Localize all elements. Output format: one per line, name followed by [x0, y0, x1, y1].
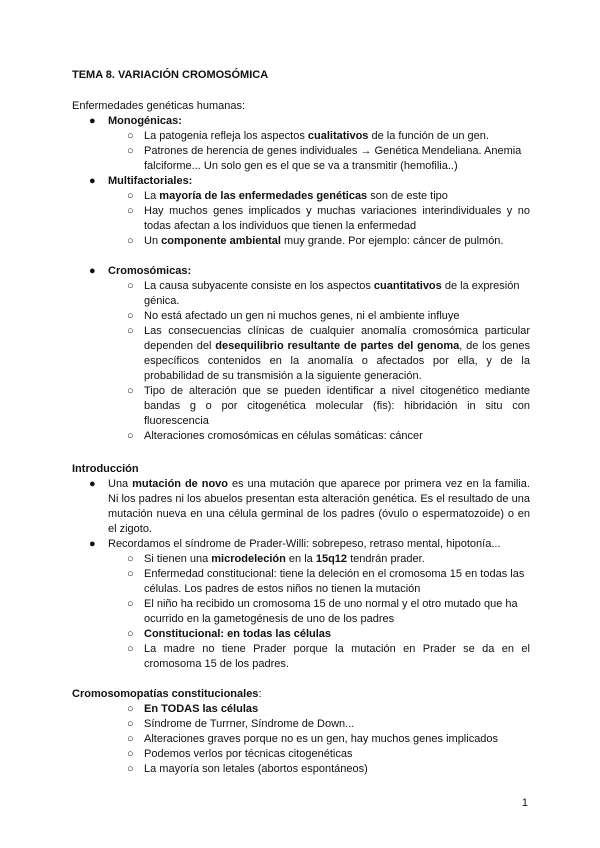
subitem: ○ Enfermedad constitucional: tiene la deleción en el cromosoma 15 en todas las células. Los padres de estos niños no tienen la mutación: [127, 568, 525, 595]
circle-bullet-icon: ○: [127, 763, 134, 775]
bullet-dot-icon: ●: [89, 478, 96, 490]
page-number: 1: [521, 797, 528, 809]
circle-bullet-icon: ○: [127, 733, 134, 745]
bullet-dot-icon: ●: [89, 265, 96, 277]
document-page: [72, 68, 530, 777]
section-heading-constitucionales: Cromosomopatías constitucionales:: [72, 688, 262, 700]
subitem: ○ No está afectado un gen ni muchos genes, ni el ambiente influye: [127, 310, 460, 322]
document-title: TEMA 8. VARIACIÓN CROMOSÓMICA: [72, 69, 269, 81]
subitem: ○ Alteraciones graves porque no es un gen, hay muchos genes implicados: [127, 733, 499, 745]
bullet-monogenicas: ● Monogénicas:: [89, 115, 182, 127]
circle-bullet-icon: ○: [127, 190, 134, 202]
bullet-dot-icon: ●: [89, 115, 96, 127]
subitem: ○ La madre no tiene Prader porque la mutación en Prader se da en el cromosoma 15 de los padres.: [127, 643, 530, 670]
circle-bullet-icon: ○: [127, 205, 134, 217]
subitem: ○ Alteraciones cromosómicas en células somáticas: cáncer: [127, 430, 423, 442]
bullet-dot-icon: ●: [89, 175, 96, 187]
circle-bullet-icon: ○: [127, 598, 134, 610]
circle-bullet-icon: ○: [127, 643, 134, 655]
subitem: ○ La mayoría de las enfermedades genéticas son de este tipo: [127, 190, 448, 202]
circle-bullet-icon: ○: [127, 325, 134, 337]
subitem: ○ El niño ha recibido un cromosoma 15 de uno normal y el otro mutado que ha ocurrido en la gametogénesis de uno de los padres: [127, 598, 518, 625]
bullet-dot-icon: ●: [89, 538, 96, 550]
subitem: ○ Si tienen una microdeleción en la 15q12 tendrán prader.: [127, 553, 425, 565]
subitem: ○ En TODAS las células: [127, 703, 259, 715]
circle-bullet-icon: ○: [127, 430, 134, 442]
subitem: ○ Constitucional: en todas las células: [127, 628, 332, 640]
subitem: ○ La patogenia refleja los aspectos cualitativos de la función de un gen.: [127, 130, 489, 142]
circle-bullet-icon: ○: [127, 628, 134, 640]
circle-bullet-icon: ○: [127, 130, 134, 142]
circle-bullet-icon: ○: [127, 310, 134, 322]
subitem: ○ Las consecuencias clínicas de cualquier anomalía cromosómica particular dependen del desequilibrio resultante de partes del genoma, de los genes específicos contenidos en la anomalía o afectados por ella, y de la probabilidad de su transmisión a la siguiente generación.: [127, 325, 531, 382]
bullet-cromosomicas: ● Cromosómicas:: [89, 265, 192, 277]
circle-bullet-icon: ○: [127, 568, 134, 580]
circle-bullet-icon: ○: [127, 748, 134, 760]
subitem: ○ La causa subyacente consiste en los aspectos cuantitativos de la expresión génica.: [127, 280, 520, 307]
subitem: ○ Podemos verlos por técnicas citogenéticas: [127, 748, 353, 760]
bullet-item: ● Recordamos el síndrome de Prader-Willi: sobrepeso, retraso mental, hipotonía...: [89, 538, 501, 550]
circle-bullet-icon: ○: [127, 703, 134, 715]
subitem: ○ Hay muchos genes implicados y muchas variaciones interindividuales y no todas afectan a los individuos que tienen la enfermedad: [127, 205, 530, 232]
bullet-item: ● Una mutación de novo es una mutación que aparece por primera vez en la familia. Ni los padres ni los abuelos presentan esta alteración genética. Es el resultado de una mutación nueva en una célula germinal de los padres (óvulo o espermatozoide) o en el zigoto.: [89, 478, 530, 535]
section-heading-introduccion: Introducción: [72, 463, 139, 475]
subitem: ○ Tipo de alteración que se pueden identificar a nivel citogenético mediante bandas g o por citogenética molecular (fis): hibridación in situ con fluorescencia: [127, 385, 530, 427]
subitem: ○ Síndrome de Turrner, Síndrome de Down...: [127, 718, 355, 730]
subitem: ○ La mayoría son letales (abortos espontáneos): [127, 763, 368, 775]
bullet-multifactoriales: ● Multifactoriales:: [89, 175, 193, 187]
circle-bullet-icon: ○: [127, 280, 134, 292]
subitem: ○ Un componente ambiental muy grande. Por ejemplo: cáncer de pulmón.: [127, 235, 504, 247]
circle-bullet-icon: ○: [127, 145, 134, 157]
circle-bullet-icon: ○: [127, 718, 134, 730]
intro-line: Enfermedades genéticas humanas:: [72, 100, 246, 112]
circle-bullet-icon: ○: [127, 235, 134, 247]
circle-bullet-icon: ○: [127, 385, 134, 397]
circle-bullet-icon: ○: [127, 553, 134, 565]
subitem: ○ Patrones de herencia de genes individuales → Genética Mendeliana. Anemia falciforme... Un solo gen es el que se va a transmitir (hemofilia..): [127, 145, 522, 172]
